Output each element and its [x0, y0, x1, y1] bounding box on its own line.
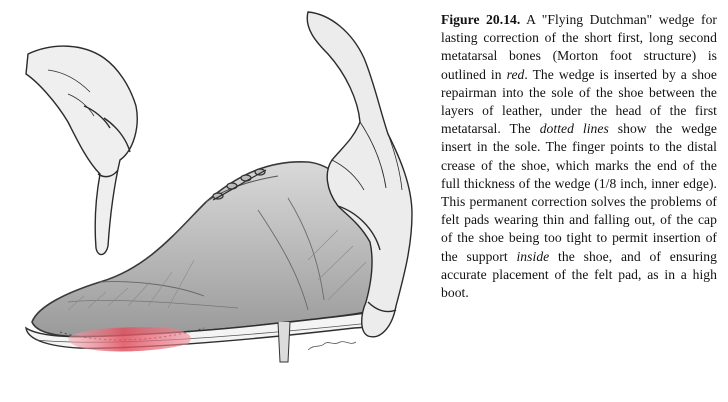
caption-italic-red: red	[506, 66, 525, 82]
shoe-illustration	[8, 10, 416, 382]
caption-part-1: A "Flying Dutchman" wedge for lasting correction of the short first, long second metatarsal bones (Morton foot structure) is outlined in	[441, 12, 717, 82]
shoe	[32, 162, 376, 337]
caption-part-5: show the wedge insert in the sole. The finger points to the distal crease of the shoe, which marks the end of the full thickness of the wedge (1/8 inch, inner edge). This permanent correction solves the problems of felt pads wearing thin and falling out, of the cap of the shoe being too tight to permit insertion of the support	[441, 121, 718, 264]
figure-label: Figure 20.14.	[441, 12, 521, 27]
figure-caption	[441, 11, 717, 302]
left-hand	[26, 46, 137, 254]
caption-part-3: . The wedge is inserted by a shoe repairman into the sole of the shoe between the layers of leather, under the head of the first metatarsal. The	[441, 66, 717, 137]
caption-italic-dotted-lines: dotted lines	[539, 121, 609, 137]
caption-italic-inside: inside	[516, 248, 550, 264]
artist-signature	[308, 342, 356, 350]
caption-part-7: the shoe, and of ensuring accurate placement of the felt pad, as in a high boot.	[441, 248, 717, 301]
